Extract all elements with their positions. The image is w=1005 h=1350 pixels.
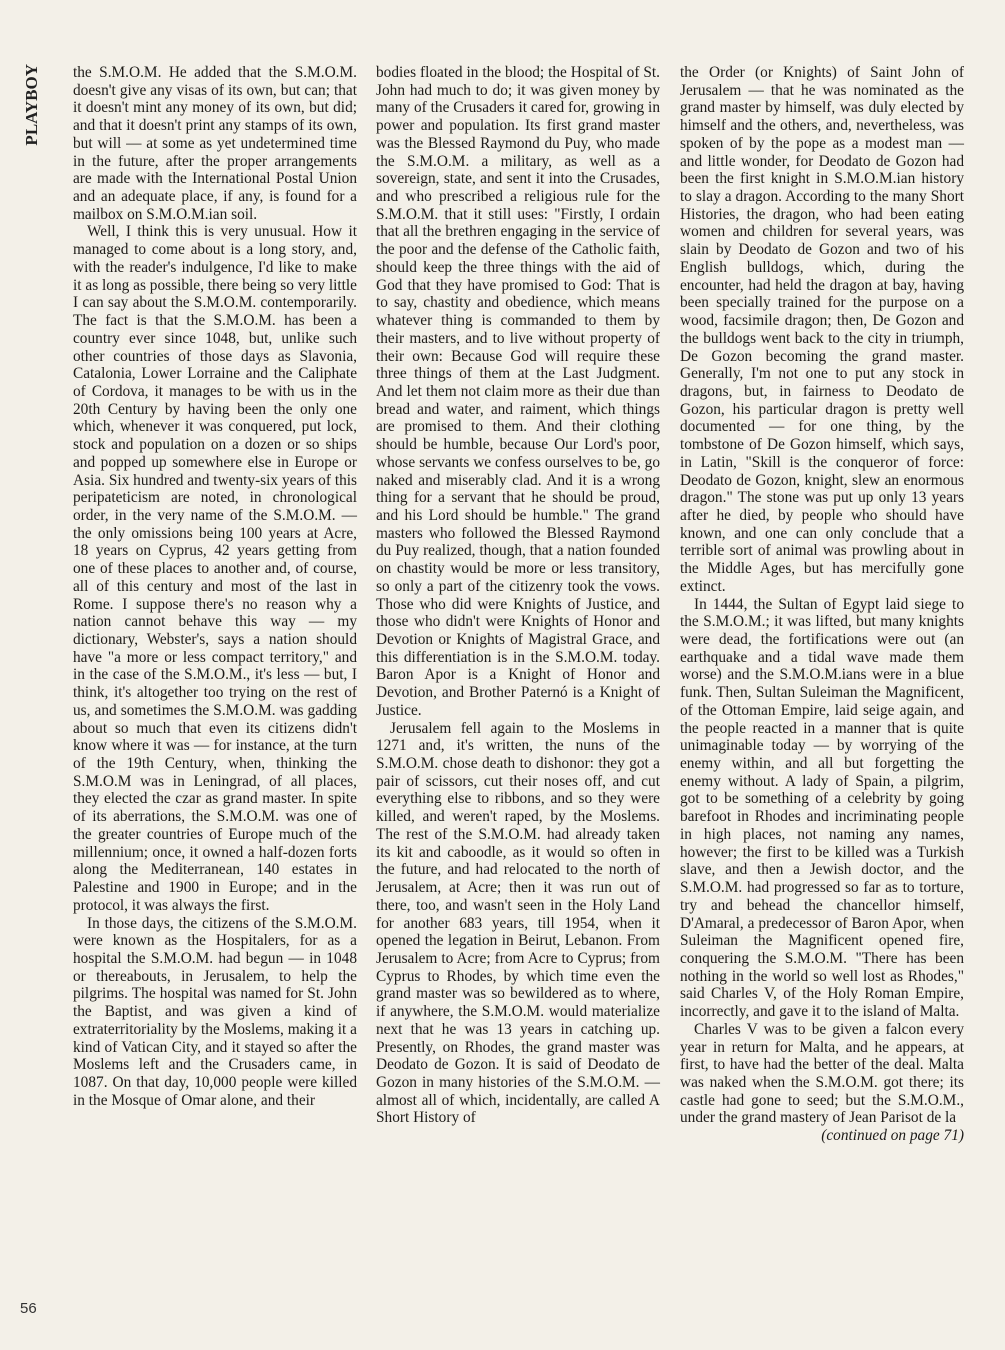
paragraph: In those days, the citizens of the S.M.O.M. were known as the Hospitalers, for as a hospital the S.M.O.M. had begun — in 1048 or thereabouts, in Jerusalem, to help the pilgrims. The hospital was named for St. John the Baptist, and was given a kind of extraterritoriality by the Moslems, making it a kind of Vatican City, and it stayed so after the Moslems left and the Crusaders came, in 1087. On that day, 10,000 people were killed in the Mosque of Omar alone, and their	[73, 914, 357, 1109]
article-column-3	[680, 64, 964, 1145]
article-column-2	[376, 64, 660, 1127]
article-column-1	[73, 64, 357, 1109]
paragraph: bodies floated in the blood; the Hospital of St. John had much to do; it was given money by many of the Crusaders it cared for, growing in power and population. Its first grand master was the Blessed Raymond du Puy, who made the S.M.O.M. a military, as well as a sovereign, state, and sent it into the Crusades, and who prescribed a religious rule for the S.M.O.M. that it still uses: "Firstly, I ordain that all the brethren engaging in the service of the poor and the defense of the Catholic faith, should keep the three things with the aid of God that they have promised to God: That is to say, chastity and obedience, which means whatever thing is commanded to them by their masters, and to live without property of their own: Because God will require these three things of them at the Last Judgment. And let them not claim more as their due than bread and water, and raiment, which things are promised to them. And their clothing should be humble, because Our Lord's poor, whose servants we confess ourselves to be, go naked and miserably clad. And it is a wrong thing for a servant that he should be proud, and his Lord should be humble." The grand masters who followed the Blessed Raymond du Puy realized, though, that a nation founded on chastity would be more or less transitory, so only a part of the citizenry took the vows. Those who did were Knights of Justice, and those who didn't were Knights of Honor and Devotion or Knights of Magistral Grace, and this differentiation is in the S.M.O.M. today. Baron Apor is a Knight of Honor and Devotion, and Brother Paternó is a Knight of Justice.	[376, 64, 660, 719]
continuation-note: (continued on page 71)	[821, 1127, 964, 1145]
paragraph: Jerusalem fell again to the Moslems in 1271 and, it's written, the nuns of the S.M.O.M. chose death to dishonor: they got a pair of scissors, cut their noses off, and cut everything else to ribbons, and so they were killed, and weren't raped, by the Moslems. The rest of the S.M.O.M. had already taken its kit and caboodle, as it would so often in the future, and had relocated to the north of Jerusalem, at Acre; then it was run out of there, too, and wasn't seen in the Holy Land for another 683 years, till 1954, when it opened the legation in Beirut, Lebanon. From Jerusalem to Acre; from Acre to Cyprus; from Cyprus to Rhodes, by which time even the grand master was so bewildered as to where, if anywhere, the S.M.O.M. would materialize next that he was 13 years in catching up. Presently, on Rhodes, the grand master was Deodato de Gozon. It is said of Deodato de Gozon in many histories of the S.M.O.M. — almost all of which, incidentally, are called A Short History of	[376, 719, 660, 1127]
paragraph: the S.M.O.M. He added that the S.M.O.M. doesn't give any visas of its own, but can; that it doesn't mint any money of its own, but did; and that it doesn't print any stamps of its own, but will — at some as yet undetermined time in the future, after the proper arrangements are made with the International Postal Union and an adequate place, if any, is found for a mailbox on S.M.O.M.ian soil.	[73, 64, 357, 223]
magazine-name: PLAYBOY	[22, 64, 41, 146]
paragraph: the Order (or Knights) of Saint John of Jerusalem — that he was nominated as the grand master by himself, was duly elected by himself and the others, and, nevertheless, was spoken of by the pope as a modest man — and little wonder, for Deodato de Gozon had been the first knight in S.M.O.M.ian history to slay a dragon. According to the many Short Histories, the dragon, who had been eating women and children for several years, was slain by Deodato de Gozon and two of his English bulldogs, which, during the encounter, had held the dragon at bay, having been specially trained for the purpose on a wood, facsimile dragon; then, De Gozon and the bulldogs went back to the city in triumph, De Gozon becoming the grand master. Generally, I'm not one to put any stock in dragons, but, in fairness to Deodato de Gozon, his particular dragon is pretty well documented — for one thing, by the tombstone of De Gozon himself, which says, in Latin, "Skill is the conqueror of force: Deodato de Gozon, knight, slew an enormous dragon." The stone was put up only 13 years after he died, by people who should have known, and one can only conclude that a terrible sort of animal was prowling about in the Middle Ages, but has mercifully gone extinct.	[680, 64, 964, 595]
paragraph: Charles V was to be given a falcon every year in return for Malta, and he appears, at first, to have had the better of the deal. Malta was naked when the S.M.O.M. got there; its castle had gone to seed; but the S.M.O.M., under the grand mastery of Jean Parisot de la	[680, 1020, 964, 1127]
page-number: 56	[20, 1300, 37, 1317]
paragraph: In 1444, the Sultan of Egypt laid siege to the S.M.O.M.; it was lifted, but many knights were dead, the fortifications were out (an earthquake and a tidal wave made them worse) and the S.M.O.M.ians were in a blue funk. Then, Sultan Suleiman the Magnificent, of the Ottoman Empire, laid seige again, and the people reacted in a manner that is quite unimaginable today — by worrying of the enemy within, and all but forgetting the enemy without. A lady of Spain, a pilgrim, got to be something of a celebrity by going barefoot in Rhodes and incriminating people in high places, not naming any names, however; the first to be killed was a Turkish slave, and then a Jewish doctor, and the S.M.O.M. had progressed so far as to torture, try and behead the chancellor himself, D'Amaral, a predecessor of Baron Apor, when Suleiman the Magnificent opened fire, conquering the S.M.O.M. "There has been nothing in the world so well lost as Rhodes," said Charles V, of the Holy Roman Empire, incorrectly, and gave it to the island of Malta.	[680, 595, 964, 1021]
paragraph: Well, I think this is very unusual. How it managed to come about is a long story, and, with the reader's indulgence, I'd like to make it as long as possible, there being so very little I can say about the S.M.O.M. contemporarily. The fact is that the S.M.O.M. has been a country ever since 1048, but, unlike such other countries of those days as Slavonia, Catalonia, Lower Lorraine and the Caliphate of Cordova, it manages to be with us in the 20th Century by having been the only one which, whenever it was conquered, put lock, stock and population on a dozen or so ships and popped up somewhere else in Europe or Asia. Six hundred and twenty-six years of this peripateticism are noted, in chronological order, in the very name of the S.M.O.M. — the only omissions being 100 years at Acre, 18 years on Cyprus, 42 years getting from one of these places to another and, of course, all of this century and most of the last in Rome. I suppose there's no reason why a nation cannot behave this way — my dictionary, Webster's, says a nation should have "a more or less compact territory," and in the case of the S.M.O.M., it's less — but, I think, it's altogether too trying on the rest of us, and sometimes the S.M.O.M. was gadding about so much that even its citizens didn't know where it was — for instance, at the turn of the 19th Century, when, thinking the S.M.O.M was in Leningrad, of all places, they elected the czar as grand master. In spite of its aberrations, the S.M.O.M. was one of the greater countries of Europe much of the millennium; once, it owned a half-dozen forts along the Mediterranean, 140 estates in Palestine and 1900 in Europe; and in the protocol, it was always the first.	[73, 223, 357, 914]
